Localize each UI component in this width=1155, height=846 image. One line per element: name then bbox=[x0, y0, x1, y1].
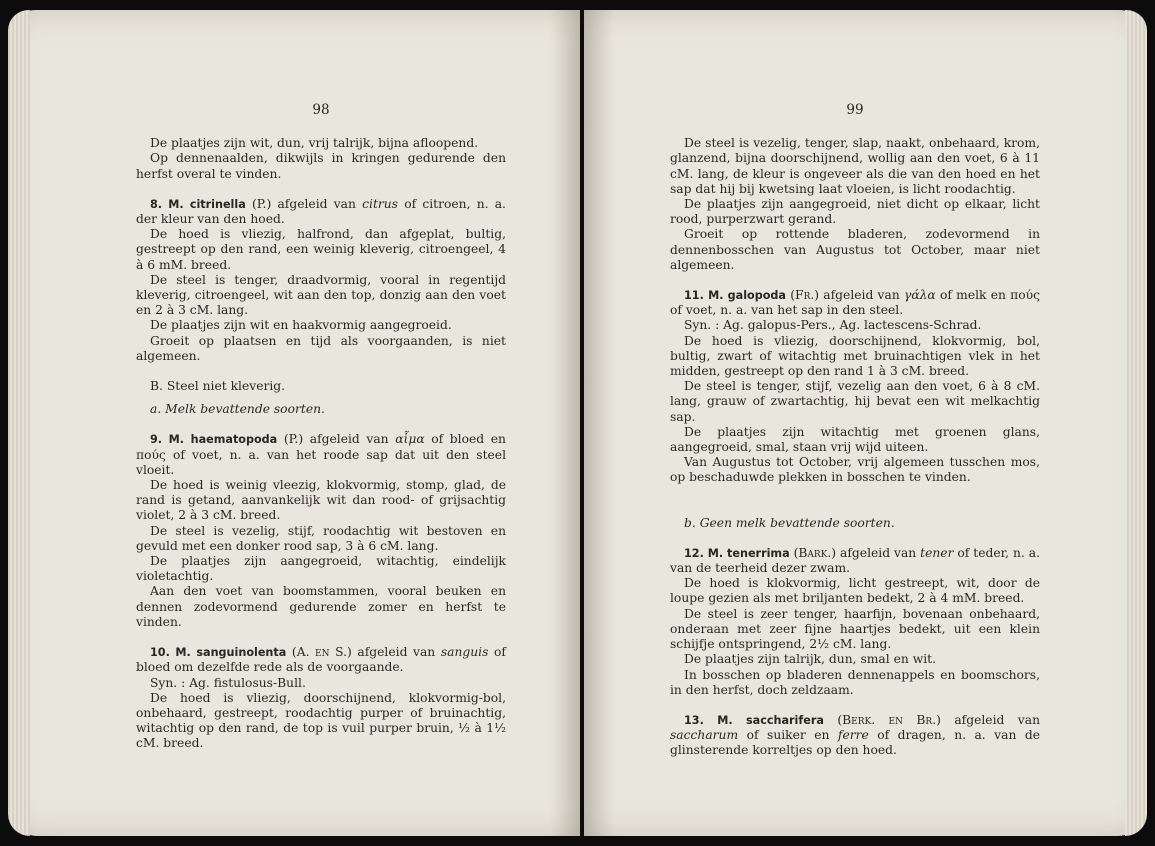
paragraph: De plaatjes zijn wit, dun, vrij talrijk, bijna afloopend. bbox=[150, 136, 479, 151]
entry-text: of citroen, n. a. der kleur van den hoed. bbox=[136, 196, 506, 227]
page-number: 99 bbox=[846, 102, 864, 118]
gutter-shadow bbox=[550, 10, 580, 836]
paragraph: De plaatjes zijn aangegroeid, niet dicht op elkaar, licht rood, purperzwart gerand. bbox=[670, 197, 1040, 227]
species-author: (A. en S.) bbox=[291, 645, 352, 660]
paragraph: Syn. : Ag. fistulosus-Bull. bbox=[150, 675, 306, 690]
entry-text: of teder, n. a. van de teerheid dezer zwam. bbox=[670, 545, 1040, 576]
entry-text: afgeleid van bbox=[823, 288, 900, 303]
subsection-label: b. Geen melk bevattende soorten. bbox=[684, 515, 895, 530]
species-entry bbox=[670, 288, 1040, 318]
entry-text: of melk en πούς of voet, n. a. van het sap in den steel. bbox=[670, 288, 1040, 318]
species-author: (Bark.) bbox=[793, 545, 837, 560]
paragraph: De steel is vezelig, tenger, slap, naakt, onbehaard, krom, glanzend, bijna doorschijnend, wollig aan den voet, 6 à 11 cM. lang, de kleur is ongeveer als die van den hoed en het sap dat hij bij kwetsing laat vloeien, is licht roodachtig. bbox=[670, 136, 1040, 196]
spacer bbox=[136, 394, 506, 402]
spacer bbox=[136, 182, 506, 197]
etymology-term: ferre bbox=[837, 728, 869, 743]
etymology-term: citrus bbox=[362, 196, 398, 211]
etymology-term: γάλα bbox=[903, 288, 936, 303]
right-page-text bbox=[670, 136, 1040, 758]
entry-number: 8. bbox=[150, 197, 163, 211]
species-name: M. tenerrima bbox=[707, 546, 790, 560]
species-name: M. galopoda bbox=[708, 289, 786, 303]
paragraph: De plaatjes zijn talrijk, dun, smal en wit. bbox=[684, 652, 937, 667]
entry-number: 9. bbox=[150, 433, 163, 447]
paragraph: De steel is tenger, draadvormig, vooral in regentijd kleverig, citroengeel, wit aan den top, donzig aan den voet en 2 à 3 cM. lang. bbox=[136, 272, 506, 318]
species-entry bbox=[136, 197, 506, 227]
species-author: (P.) bbox=[283, 432, 304, 447]
spacer bbox=[670, 531, 1040, 546]
paragraph: De steel is vezelig, stijf, roodachtig wit bestoven en gevuld met een donker rood sap, 3 à 6 cM. lang. bbox=[136, 523, 506, 553]
paragraph: De hoed is klokvormig, licht gestreept, wit, door de loupe gezien als met briljanten bedekt, 2 à 4 mM. breed. bbox=[670, 576, 1040, 606]
spacer bbox=[670, 698, 1040, 713]
paragraph: Syn. : Ag. galopus-Pers., Ag. lactescens-Schrad. bbox=[684, 318, 982, 333]
entry-number: 12. bbox=[684, 546, 704, 560]
left-page bbox=[8, 10, 580, 836]
species-entry bbox=[136, 432, 506, 478]
species-name: M. saccharifera bbox=[717, 713, 824, 727]
etymology-term: sanguis bbox=[440, 645, 489, 660]
page-edge bbox=[1125, 10, 1147, 836]
paragraph: De plaatjes zijn witachtig met groenen glans, aangegroeid, smal, staan vrij wijd uiteen. bbox=[670, 424, 1040, 455]
paragraph: B. Steel niet kleverig. bbox=[150, 379, 286, 394]
right-page-content bbox=[670, 103, 1040, 759]
paragraph: De hoed is vliezig, halfrond, dan afgeplat, bultig, gestreept op den rand, een weinig kleverig, citroengeel, 4 à 6 mM. breed. bbox=[136, 227, 506, 272]
spacer bbox=[136, 364, 506, 379]
entry-number: 13. bbox=[684, 713, 704, 727]
paragraph: De hoed is vliezig, doorschijnend, klokvormig, bol, bultig, zwart of witachtig met bruinachtigen vlek in het midden, gestreept op den rand 1 à 3 cM. breed. bbox=[670, 333, 1040, 379]
entry-text: of dragen, n. a. van de glinsterende korreltjes op den hoed. bbox=[670, 728, 1040, 758]
species-author: (P.) bbox=[251, 196, 272, 211]
paragraph: Groeit op rottende bladeren, zodevormend in dennenbosschen van Augustus tot October, maar niet algemeen. bbox=[670, 227, 1040, 272]
subsection-heading bbox=[136, 402, 506, 417]
paragraph: Aan den voet van boomstammen, vooral beuken en dennen zodevormend gedurende zomer en herfst te vinden. bbox=[136, 584, 506, 629]
entry-text: of bloed en πούς of voet, n. a. van het roode sap dat uit den steel vloeit. bbox=[136, 432, 506, 477]
page-edge bbox=[8, 10, 30, 836]
species-entry bbox=[670, 546, 1040, 576]
entry-number: 11. bbox=[684, 289, 704, 303]
species-author: (Fr.) bbox=[790, 288, 820, 303]
page-number: 98 bbox=[312, 102, 330, 118]
entry-text: of suiker en bbox=[746, 728, 830, 743]
paragraph: Op dennenaalden, dikwijls in kringen gedurende den herfst overal te vinden. bbox=[136, 151, 506, 181]
spacer bbox=[670, 501, 1040, 516]
etymology-term: tener bbox=[920, 545, 954, 560]
spacer bbox=[136, 417, 506, 432]
paragraph: Van Augustus tot October, vrij algemeen tusschen mos, op beschaduwde plekken in bosschen te vinden. bbox=[670, 455, 1040, 485]
entry-number: 10. bbox=[150, 646, 170, 660]
paragraph: De steel is tenger, stijf, vezelig aan den voet, 6 à 8 cM. lang, grauw of zwartachtig, hij bevat een wit melkachtig sap. bbox=[670, 379, 1040, 424]
paragraph: De plaatjes zijn wit en haakvormig aangegroeid. bbox=[150, 318, 452, 333]
entry-text: afgeleid van bbox=[309, 432, 389, 447]
species-entry bbox=[136, 645, 506, 675]
species-name: M. haematopoda bbox=[168, 433, 278, 447]
paragraph: Groeit op plaatsen en tijd als voorgaanden, is niet algemeen. bbox=[136, 333, 506, 363]
etymology-term: saccharum bbox=[670, 728, 739, 743]
spacer bbox=[670, 273, 1040, 288]
left-page-text bbox=[136, 136, 506, 751]
entry-text: afgeleid van bbox=[954, 712, 1040, 727]
subsection-label: a. Melk bevattende soorten. bbox=[150, 402, 325, 417]
paragraph: De plaatjes zijn aangegroeid, witachtig, eindelijk violetachtig. bbox=[136, 554, 506, 584]
subsection-heading bbox=[670, 516, 1040, 531]
paragraph: De hoed is vliezig, doorschijnend, klokvormig-bol, onbehaard, gestreept, roodachtig purper of bruinachtig, witachtig op den rand, de top is vuil purper bruin, ½ à 1½ cM. breed. bbox=[136, 690, 506, 751]
species-author: (Berk. en Br.) bbox=[837, 712, 941, 727]
paragraph: De hoed is weinig vleezig, klokvormig, stomp, glad, de rand is getand, aanvankelijk wit dan rood- of grijsachtig violet, 2 à 3 cM. breed. bbox=[136, 478, 506, 523]
etymology-term: αἷμα bbox=[395, 432, 425, 447]
left-page-content bbox=[136, 103, 506, 752]
entry-text: of bloed om dezelfde rede als de voorgaande. bbox=[136, 645, 506, 675]
spacer bbox=[136, 630, 506, 645]
right-page bbox=[584, 10, 1147, 836]
entry-text: afgeleid van bbox=[357, 645, 436, 660]
entry-text: afgeleid van bbox=[277, 196, 356, 211]
entry-text: afgeleid van bbox=[840, 545, 917, 560]
spacer bbox=[670, 486, 1040, 501]
paragraph: De steel is zeer tenger, haarfijn, bovenaan onbehaard, onderaan met zeer fijne haartjes bedekt, uit een klein schijfje ontspringend, 2½ cM. lang. bbox=[670, 606, 1040, 652]
species-name: M. citrinella bbox=[168, 197, 246, 211]
gutter-shadow bbox=[584, 10, 614, 836]
species-name: M. sanguinolenta bbox=[175, 646, 287, 660]
paragraph: In bosschen op bladeren dennenappels en boomschors, in den herfst, doch zeldzaam. bbox=[670, 667, 1040, 697]
species-entry bbox=[670, 713, 1040, 759]
